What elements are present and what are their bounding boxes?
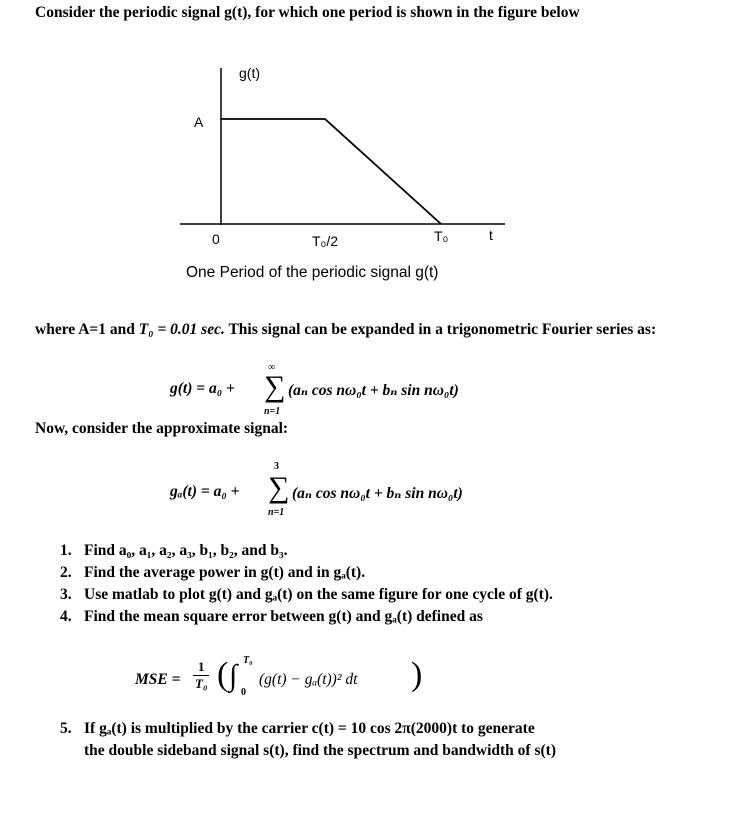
question-item: [60, 606, 720, 628]
intro-lead: where A=1 and: [35, 321, 139, 338]
eq2-sum-upper: 3: [274, 461, 279, 472]
mse-int-lower: 0: [241, 687, 246, 698]
eq2-lhs: gₐ(t) = a₀ +: [170, 483, 240, 500]
approx-intro: Now, consider the approximate signal:: [35, 420, 289, 437]
mse-body: (g(t) − gₐ(t))² dt: [259, 671, 358, 688]
eq2-sum-lower: n=1: [268, 507, 285, 518]
question-five-number: 5.: [60, 720, 72, 737]
eq2-sigma-icon: ∑: [268, 471, 290, 504]
period-label: T₀: [434, 228, 449, 244]
mse-frac-top: 1: [193, 659, 209, 676]
mse-close-paren-icon: ): [411, 656, 423, 693]
intro-paragraph: [35, 318, 675, 341]
question-five-line2: the double sideband signal s(t), find the spectrum and bandwidth of s(t): [84, 742, 556, 759]
question-number: 1.: [60, 542, 72, 559]
question-text: Find the average power in g(t) and in gₐ(t).: [84, 564, 366, 581]
question-number: 4.: [60, 608, 72, 625]
mse-frac-bot: T₀: [195, 676, 208, 691]
mse-integral: [229, 655, 259, 705]
question-text: Find the mean square error between g(t) and gₐ(t) defined as: [84, 608, 483, 625]
question-five-line1: If gₐ(t) is multiplied by the carrier c(t) = 10 cos 2π(2000)t to generate: [84, 720, 535, 737]
integral-icon: ∫: [229, 659, 238, 692]
eq1-sum-lower: n=1: [264, 406, 281, 417]
half-period-label: T₀/2: [312, 233, 339, 249]
question-text: Use matlab to plot g(t) and gₐ(t) on the same figure for one cycle of g(t).: [84, 586, 553, 603]
eq1-sigma-icon: ∑: [264, 370, 286, 403]
eq2-body: (aₙ cos nω₀t + bₙ sin nω₀t): [292, 485, 463, 502]
figure-caption: One Period of the periodic signal g(t): [186, 264, 439, 281]
signal-figure: [0, 0, 733, 300]
question-five: [60, 718, 720, 762]
eq1-sum: [264, 362, 284, 422]
eq1-sum-upper: ∞: [268, 362, 276, 373]
mse-open-paren-icon: (: [217, 656, 229, 693]
origin-label: 0: [212, 231, 220, 247]
y-axis-label: g(t): [239, 65, 260, 81]
eq1-lhs: g(t) = a₀ +: [170, 380, 235, 397]
question-number: 3.: [60, 586, 72, 603]
intro-tail: This signal can be expanded in a trigonometric Fourier series as:: [224, 321, 657, 338]
mse-lhs: MSE =: [135, 671, 181, 688]
signal-waveform: [221, 119, 441, 224]
mse-fraction: [193, 659, 209, 692]
eq1-body: (aₙ cos nω₀t + bₙ sin nω₀t): [288, 382, 459, 399]
question-number: 2.: [60, 564, 72, 581]
amplitude-label: A: [194, 114, 204, 130]
mse-int-upper: T₀: [243, 655, 253, 666]
problem-heading: Consider the periodic signal g(t), for which one period is shown in the figure below: [35, 4, 580, 21]
x-axis-label: t: [489, 227, 493, 243]
intro-math: T₀ = 0.01 sec.: [138, 321, 225, 338]
question-text: Find a₀, a₁, a₂, a₃, b₁, b₂, and b₃.: [84, 542, 288, 559]
question-item: [60, 562, 720, 584]
eq2-sum: [268, 461, 288, 521]
question-list: [60, 540, 720, 628]
question-item: [60, 540, 720, 562]
question-item: [60, 584, 720, 606]
